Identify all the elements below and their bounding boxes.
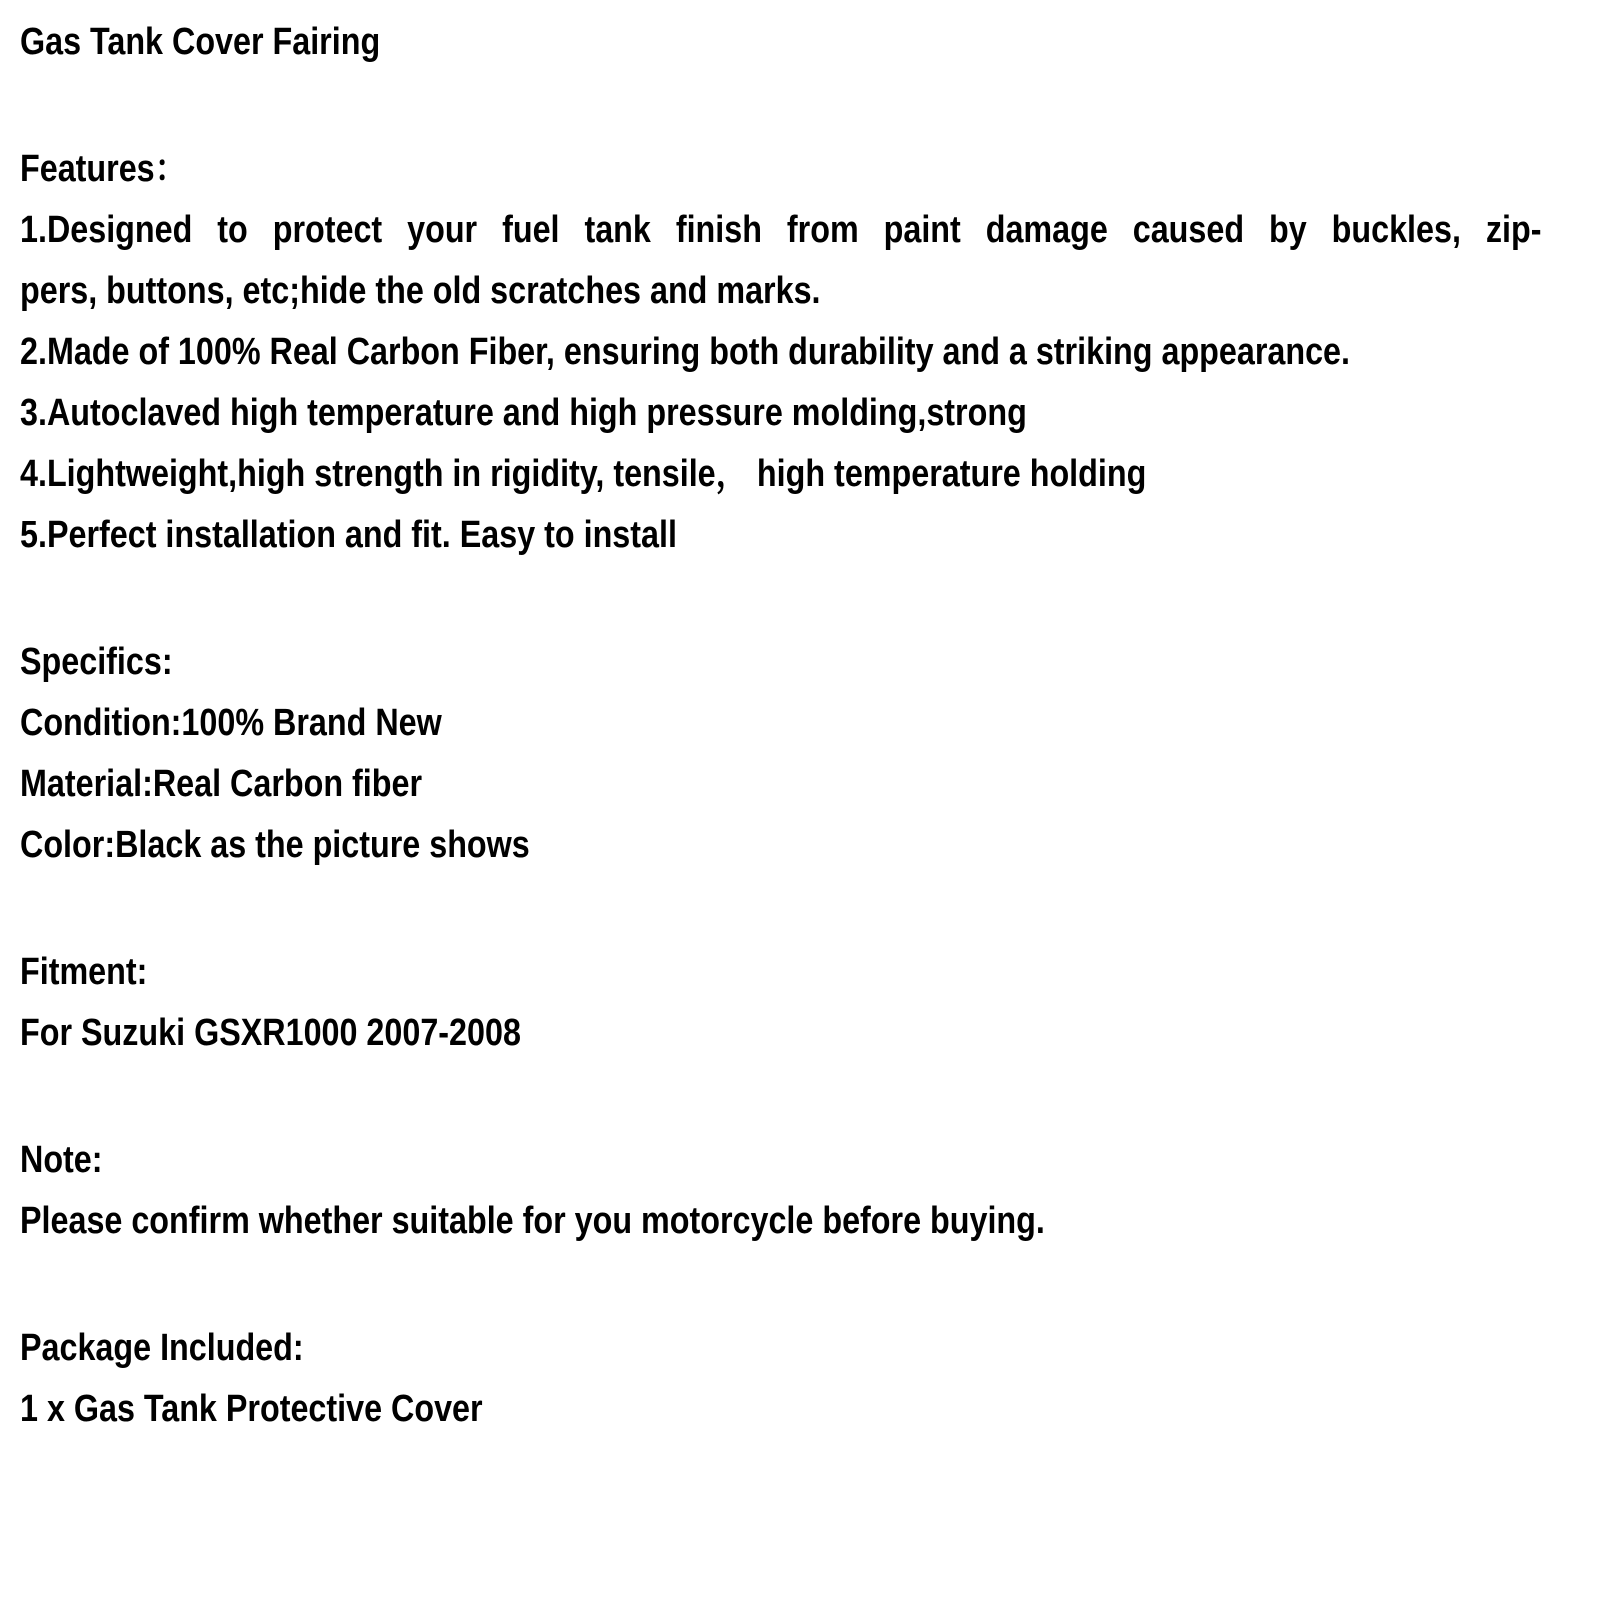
feature-item-4: 4.Lightweight,high strength in rigidity, tensile， high temperature holding (20, 453, 1147, 495)
specifics-condition: Condition:100% Brand New (20, 702, 442, 744)
note-text: Please confirm whether suitable for you motorcycle before buying. (20, 1200, 1045, 1242)
section-spacer (20, 876, 1542, 942)
page-title: Gas Tank Cover Fairing (20, 21, 381, 63)
package-section (20, 1318, 1542, 1440)
note-heading: Note: (20, 1139, 103, 1181)
note-section (20, 1130, 1542, 1252)
features-heading: Features： (20, 148, 187, 190)
specifics-section (20, 632, 1542, 876)
fitment-heading: Fitment: (20, 951, 148, 993)
package-contents: 1 x Gas Tank Protective Cover (20, 1388, 483, 1430)
section-spacer (20, 1064, 1542, 1130)
feature-item-5: 5.Perfect installation and fit. Easy to install (20, 514, 677, 556)
specifics-material: Material:Real Carbon fiber (20, 763, 423, 805)
specifics-color: Color:Black as the picture shows (20, 824, 530, 866)
section-spacer (20, 1252, 1542, 1318)
specifics-heading: Specifics: (20, 641, 173, 683)
feature-item-1-line-1: 1.Designed to protect your fuel tank finish from paint damage caused by buckles, zip- (20, 209, 1542, 251)
fitment-model: For Suzuki GSXR1000 2007-2008 (20, 1012, 521, 1054)
section-spacer (20, 73, 1542, 139)
feature-item-2: 2.Made of 100% Real Carbon Fiber, ensuring both durability and a striking appearance. (20, 331, 1350, 373)
feature-item-3: 3.Autoclaved high temperature and high pressure molding,strong (20, 392, 1027, 434)
package-heading: Package Included: (20, 1327, 304, 1369)
section-spacer (20, 566, 1542, 632)
product-description-document (20, 12, 1542, 1440)
feature-item-1-line-2: pers, buttons, etc;hide the old scratches and marks. (20, 270, 821, 312)
fitment-section (20, 942, 1542, 1064)
features-section (20, 139, 1542, 566)
